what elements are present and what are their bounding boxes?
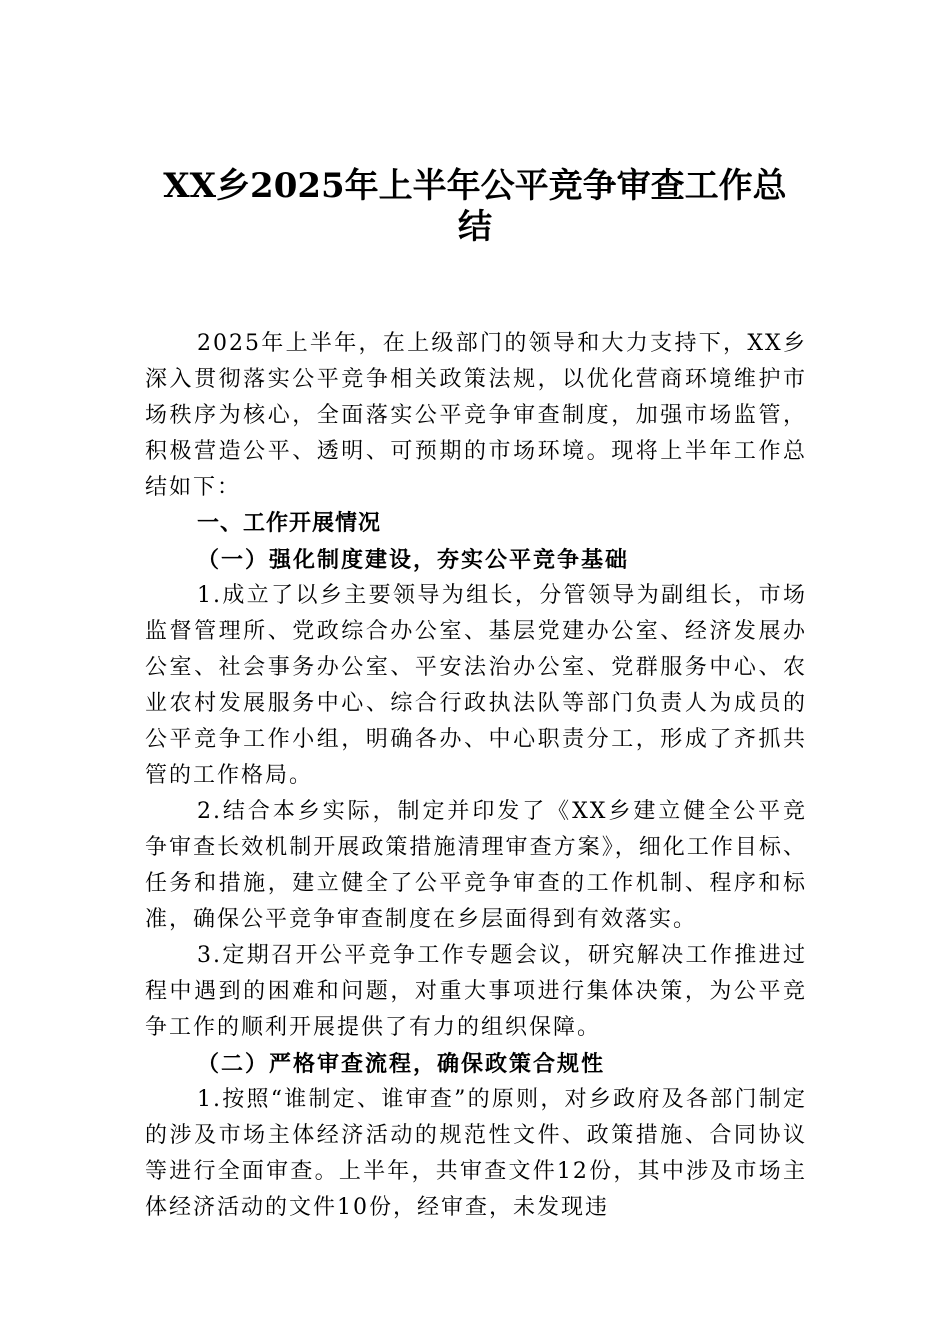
paragraph-1-3: 3.定期召开公平竞争工作专题会议，研究解决工作推进过程中遇到的困难和问题，对重大事项进行集体决策，为公平竞争工作的顺利开展提供了有力的组织保障。 xyxy=(145,943,807,1040)
document-title-line-2: 结 xyxy=(458,207,492,247)
intro-paragraph: 2025年上半年，在上级部门的领导和大力支持下，XX乡深入贯彻落实公平竞争相关政策法规，以优化营商环境维护市场秩序为核心，全面落实公平竞争审查制度，加强市场监管，积极营造公平、透明、可预期的市场环境。现将上半年工作总结如下： xyxy=(145,331,807,500)
section-heading-1: 一、工作开展情况 xyxy=(197,511,382,536)
document-body xyxy=(145,326,807,1226)
document-title-line-1: XX乡2025年上半年公平竞争审查工作总 xyxy=(163,166,787,206)
subsection-heading-1: （一）强化制度建设，夯实公平竞争基础 xyxy=(197,547,630,573)
subsection-heading-2: （二）严格审查流程，确保政策合规性 xyxy=(197,1051,606,1077)
paragraph-1-1: 1.成立了以乡主要领导为组长，分管领导为副组长，市场监督管理所、党政综合办公室、基层党建办公室、经济发展办公室、社会事务办公室、平安法治办公室、党群服务中心、农业农村发展服务中心、综合行政执法队等部门负责人为成员的公平竞争工作小组，明确各办、中心职责分工，形成了齐抓共管的工作格局。 xyxy=(145,583,807,788)
paragraph-1-2: 2.结合本乡实际，制定并印发了《XX乡建立健全公平竞争审查长效机制开展政策措施清理审查方案》，细化工作目标、任务和措施，建立健全了公平竞争审查的工作机制、程序和标准，确保公平竞争审查制度在乡层面得到有效落实。 xyxy=(145,799,807,932)
paragraph-2-1: 1.按照“谁制定、谁审查”的原则，对乡政府及各部门制定的涉及市场主体经济活动的规范性文件、政策措施、合同协议等进行全面审查。上半年，共审查文件12份，其中涉及市场主体经济活动的文件10份，经审查，未发现违 xyxy=(145,1087,807,1220)
